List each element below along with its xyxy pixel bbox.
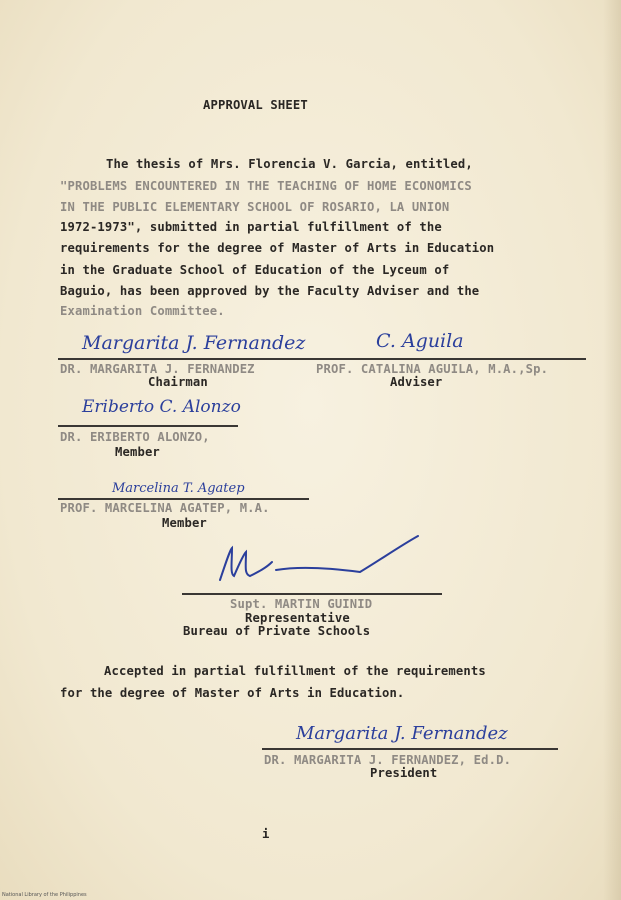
body-line-1: The thesis of Mrs. Florencia V. Garcia, entitled, — [106, 157, 473, 171]
member2-name: PROF. MARCELINA AGATEP, M.A. — [60, 501, 270, 515]
chairman-name: DR. MARGARITA J. FERNANDEZ — [60, 362, 255, 376]
body-line-6: in the Graduate School of Education of the Lyceum of — [60, 263, 450, 277]
body-line-2: "PROBLEMS ENCOUNTERED IN THE TEACHING OF HOME ECONOMICS — [60, 179, 472, 193]
member1-role: Member — [115, 445, 160, 459]
body-line-8: Examination Committee. — [60, 304, 225, 318]
member2-signature: Marcelina T. Agatep — [112, 481, 245, 496]
footer-stamp: National Library of the Philippines — [2, 892, 87, 898]
president-role: President — [370, 766, 438, 780]
signature-line-member1 — [58, 425, 238, 427]
chairman-signature: Margarita J. Fernandez — [82, 332, 306, 354]
adviser-role: Adviser — [390, 375, 443, 389]
adviser-signature: C. Aguila — [376, 330, 464, 352]
member1-signature: Eriberto C. Alonzo — [82, 397, 241, 417]
adviser-name: PROF. CATALINA AGUILA, M.A.,Sp. — [316, 362, 549, 376]
signature-line-president — [262, 748, 558, 750]
body-line-7: Baguio, has been approved by the Faculty Adviser and the — [60, 284, 480, 298]
representative-name: Supt. MARTIN GUINID — [230, 597, 373, 611]
page-number: i — [262, 827, 270, 841]
signature-line-member2 — [58, 498, 309, 500]
body-line-5: requirements for the degree of Master of Arts in Education — [60, 241, 495, 255]
acceptance-line-2: for the degree of Master of Arts in Education. — [60, 686, 405, 700]
member1-name: DR. ERIBERTO ALONZO, — [60, 430, 210, 444]
president-name: DR. MARGARITA J. FERNANDEZ, Ed.D. — [264, 753, 512, 767]
representative-signature-mark — [210, 532, 425, 592]
representative-role: Representative — [245, 611, 350, 625]
document-title: APPROVAL SHEET — [203, 98, 308, 112]
signature-line-chairman-adviser — [58, 358, 586, 360]
acceptance-line-1: Accepted in partial fulfillment of the requirements — [104, 664, 486, 678]
representative-office: Bureau of Private Schools — [183, 624, 371, 638]
chairman-role: Chairman — [148, 375, 208, 389]
member2-role: Member — [162, 516, 207, 530]
paper-edge-shadow — [603, 0, 621, 900]
body-line-4: 1972-1973", submitted in partial fulfillment of the — [60, 220, 442, 234]
body-line-3: IN THE PUBLIC ELEMENTARY SCHOOL OF ROSARIO, LA UNION — [60, 200, 450, 214]
president-signature: Margarita J. Fernandez — [296, 723, 508, 744]
signature-line-representative — [182, 593, 442, 595]
